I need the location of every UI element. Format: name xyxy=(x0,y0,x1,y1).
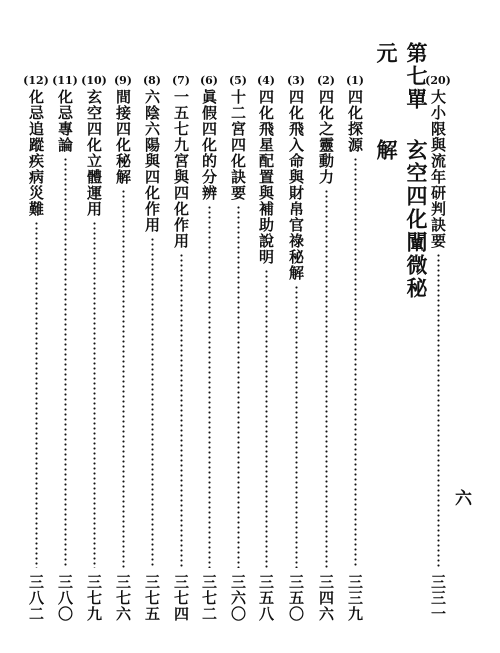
entry-number: (2) xyxy=(316,74,336,87)
entry-number: (5) xyxy=(228,74,248,87)
toc-entry[interactable] xyxy=(197,74,221,622)
entry-number: (20) xyxy=(425,74,451,87)
toc-entry[interactable] xyxy=(284,74,308,622)
toc-entry[interactable] xyxy=(254,74,278,622)
entry-page-number: 三四六 xyxy=(317,574,335,622)
entry-page-number: 三七五 xyxy=(143,574,161,622)
dot-leader xyxy=(295,285,298,568)
entry-title: 化忌追蹤疾病災難 xyxy=(27,89,45,217)
entry-title: 六陰六陽與四化作用 xyxy=(143,89,161,233)
entry-title: 化忌專論 xyxy=(56,89,74,153)
entry-number: (3) xyxy=(286,74,306,87)
entry-page-number: 三三九 xyxy=(346,574,364,622)
entry-number: (9) xyxy=(113,74,133,87)
dot-leader xyxy=(122,189,125,568)
entry-title: 四化之靈動力 xyxy=(317,89,335,185)
entry-title: 大小限與流年研判訣要 xyxy=(429,89,447,249)
entry-page-number: 三六〇 xyxy=(229,574,247,622)
dot-leader xyxy=(180,253,183,568)
dot-leader xyxy=(151,237,154,568)
dot-leader xyxy=(437,253,440,568)
entry-page-number: 三五〇 xyxy=(287,574,305,622)
dot-leader xyxy=(64,157,67,568)
entry-number: (4) xyxy=(256,74,276,87)
entry-page-number: 三七二 xyxy=(200,574,218,622)
dot-leader xyxy=(208,205,211,568)
toc-entry[interactable] xyxy=(169,74,193,622)
toc-entry[interactable] xyxy=(82,74,106,622)
dot-leader xyxy=(93,221,96,568)
toc-entry[interactable] xyxy=(111,74,135,622)
toc-entry[interactable] xyxy=(226,74,250,622)
entry-title: 眞假四化的分辨 xyxy=(200,89,218,201)
entry-title: 一五七九宮與四化作用 xyxy=(172,89,190,249)
entry-title: 四化飛入命與財帛官祿秘解 xyxy=(287,89,305,281)
entry-title: 十二宮四化訣要 xyxy=(229,89,247,201)
toc-entry[interactable] xyxy=(24,74,48,622)
entry-title: 間接四化秘解 xyxy=(114,89,132,185)
dot-leader xyxy=(354,157,357,568)
entry-number: (6) xyxy=(199,74,219,87)
entry-number: (7) xyxy=(171,74,191,87)
entry-page-number: 三五八 xyxy=(257,574,275,622)
entry-page-number: 三八二 xyxy=(27,574,45,622)
toc-entry[interactable] xyxy=(314,74,338,622)
entry-page-number: 三三一 xyxy=(429,574,447,622)
dot-leader xyxy=(325,189,328,568)
folio-page-number: 六 xyxy=(455,489,472,509)
dot-leader xyxy=(265,269,268,568)
toc-entry[interactable] xyxy=(343,74,367,622)
dot-leader xyxy=(35,221,38,568)
unit-title: 玄空四化闡微秘解 xyxy=(374,139,429,301)
entry-number: (1) xyxy=(345,74,365,87)
unit-heading xyxy=(374,42,429,302)
unit-label: 第七單元 xyxy=(374,42,429,111)
entry-title: 玄空四化立體運用 xyxy=(85,89,103,217)
dot-leader xyxy=(237,205,240,568)
entry-title: 四化探源 xyxy=(346,89,364,153)
entry-number: (10) xyxy=(81,74,107,87)
entry-number: (11) xyxy=(52,74,78,87)
entry-title: 四化飛星配置與補助說明 xyxy=(257,89,275,265)
toc-entry[interactable] xyxy=(140,74,164,622)
entry-number: (12) xyxy=(23,74,49,87)
toc-entry[interactable] xyxy=(53,74,77,622)
entry-page-number: 三七四 xyxy=(172,574,190,622)
entry-page-number: 三八〇 xyxy=(56,574,74,622)
entry-page-number: 三七九 xyxy=(85,574,103,622)
entry-page-number: 三七六 xyxy=(114,574,132,622)
entry-number: (8) xyxy=(142,74,162,87)
